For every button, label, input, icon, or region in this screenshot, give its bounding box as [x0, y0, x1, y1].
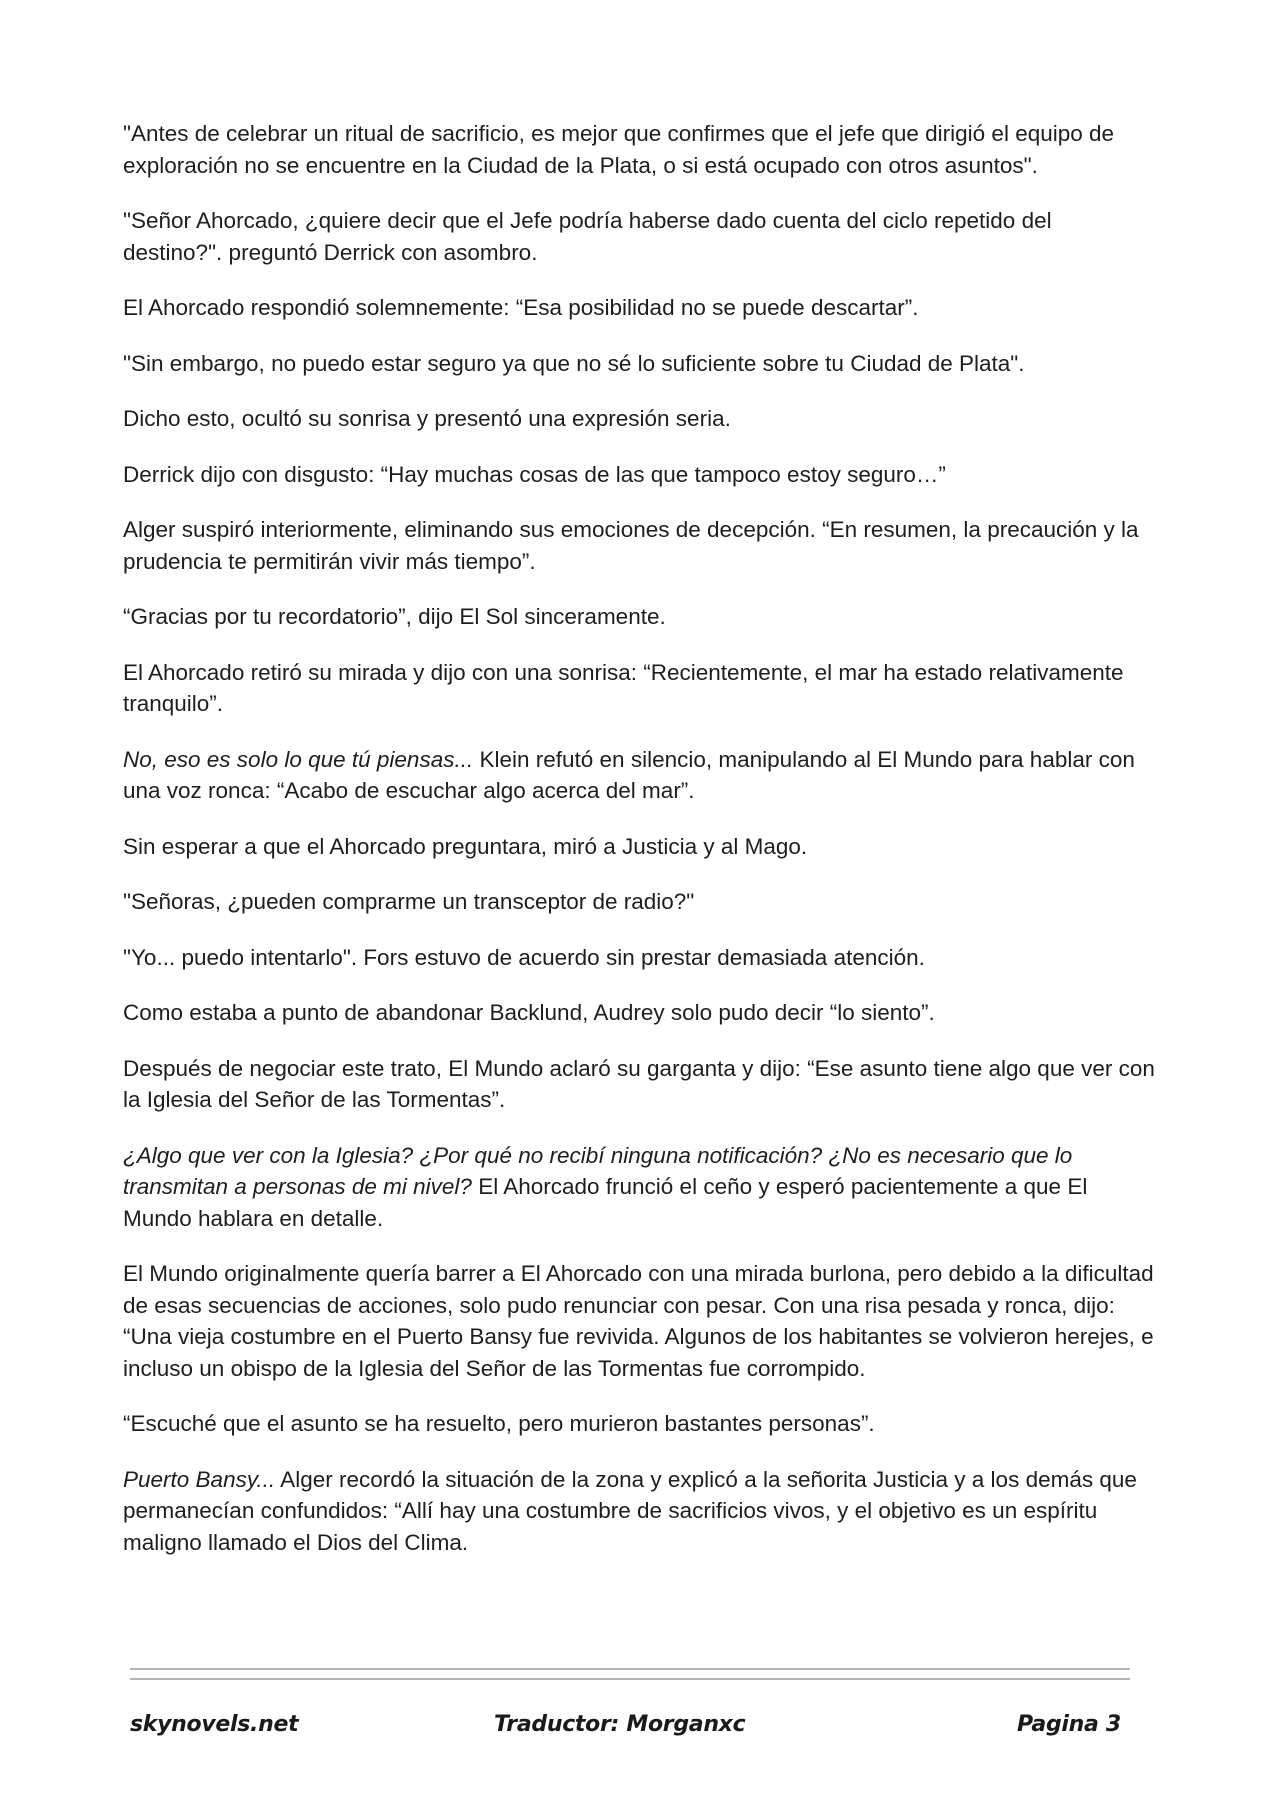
- paragraph: [123, 886, 1155, 918]
- paragraph: [123, 1053, 1155, 1116]
- paragraph: [123, 657, 1155, 720]
- paragraph-italic-text: Puerto Bansy...: [123, 1466, 276, 1492]
- paragraph: [123, 601, 1155, 633]
- paragraph-text: “Gracias por tu recordatorio”, dijo El Sol sinceramente.: [123, 604, 666, 629]
- paragraph: [123, 942, 1155, 974]
- paragraph: [123, 1258, 1155, 1384]
- paragraph: [123, 514, 1155, 577]
- paragraph-text: Dicho esto, ocultó su sonrisa y presentó una expresión seria.: [123, 406, 731, 431]
- paragraph: [123, 831, 1155, 863]
- paragraph-text: "Yo... puedo intentarlo". Fors estuvo de acuerdo sin prestar demasiada atención.: [123, 944, 925, 970]
- paragraph-text: “Escuché que el asunto se ha resuelto, pero murieron bastantes personas”.: [123, 1411, 875, 1436]
- paragraph-text: "Sin embargo, no puedo estar seguro ya que no sé lo suficiente sobre tu Ciudad de Plata".: [123, 350, 1025, 376]
- footer-page-number: Pagina 3: [1017, 1712, 1121, 1737]
- paragraph-text: El Mundo originalmente quería barrer a El Ahorcado con una mirada burlona, pero debido a la dificultad de esas secuencias de acciones, solo pudo renunciar con pesar. Con una risa pesada y ronca, dijo: “Una vieja costumbre en el Puerto Bansy fue revivida. Algunos de los habitantes se volvieron herejes, e incluso un obispo de la Iglesia del Señor de las Tormentas fue corrompido.: [123, 1261, 1154, 1381]
- paragraph-text: Después de negociar este trato, El Mundo aclaró su garganta y dijo: “Ese asunto tiene algo que ver con la Iglesia del Señor de las Tormentas”.: [123, 1055, 1155, 1112]
- paragraph-text: Derrick dijo con disgusto: “Hay muchas cosas de las que tampoco estoy seguro…”: [123, 461, 946, 487]
- paragraph-text: El Ahorcado respondió solemnemente: “Esa posibilidad no se puede descartar”.: [123, 295, 919, 320]
- paragraph-text: Alger suspiró interiormente, eliminando sus emociones de decepción. “En resumen, la precaución y la prudencia te permitirán vivir más tiempo”.: [123, 517, 1139, 574]
- paragraph: [123, 1464, 1155, 1559]
- paragraph-text: Klein refutó en silencio, manipulando al El Mundo para hablar con una voz ronca: “Acabo de escuchar algo acerca del mar”.: [123, 746, 1135, 803]
- paragraph: [123, 348, 1155, 380]
- paragraph: [123, 403, 1155, 435]
- paragraph-text: Sin esperar a que el Ahorcado preguntara, miró a Justicia y al Mago.: [123, 833, 808, 859]
- paragraph-text: "Antes de celebrar un ritual de sacrificio, es mejor que confirmes que el jefe que dirigió el equipo de exploración no se encuentre en la Ciudad de la Plata, o si está ocupado con otros asuntos".: [123, 121, 1115, 178]
- paragraph-text: "Señoras, ¿pueden comprarme un transceptor de radio?": [123, 889, 695, 914]
- paragraph: [123, 744, 1155, 807]
- paragraph: [123, 118, 1155, 181]
- footer-divider-bottom: [130, 1678, 1130, 1680]
- paragraph: [123, 1140, 1155, 1235]
- paragraph: [123, 1408, 1155, 1440]
- footer-translator: Traductor: Morganxc: [494, 1712, 746, 1737]
- paragraph: [123, 292, 1155, 324]
- paragraph: [123, 997, 1155, 1029]
- footer-site: skynovels.net: [130, 1712, 299, 1737]
- paragraph-text: "Señor Ahorcado, ¿quiere decir que el Jefe podría haberse dado cuenta del ciclo repetido del destino?". preguntó Derrick con asombro.: [123, 208, 1052, 265]
- paragraph-text: Como estaba a punto de abandonar Backlund, Audrey solo pudo decir “lo siento”.: [123, 1000, 935, 1025]
- paragraph-italic-text: No, eso es solo lo que tú piensas...: [123, 746, 474, 772]
- body-text: [123, 118, 1155, 1582]
- paragraph: [123, 459, 1155, 491]
- paragraph-italic-text: ¿Algo que ver con la Iglesia? ¿Por qué no recibí ninguna notificación? ¿No es necesario que lo transmitan a personas de mi nivel?: [123, 1142, 1073, 1199]
- footer-divider-top: [130, 1668, 1130, 1670]
- paragraph: [123, 205, 1155, 268]
- paragraph-text: Alger recordó la situación de la zona y explicó a la señorita Justicia y a los demás que permanecían confundidos: “Allí hay una costumbre de sacrificios vivos, y el objetivo es un espíritu maligno llamado el Dios del Clima.: [123, 1466, 1137, 1555]
- paragraph-text: El Ahorcado retiró su mirada y dijo con una sonrisa: “Recientemente, el mar ha estado relativamente tranquilo”.: [123, 659, 1124, 716]
- paragraph-text: El Ahorcado frunció el ceño y esperó pacientemente a que El Mundo hablara en detalle.: [123, 1174, 1088, 1231]
